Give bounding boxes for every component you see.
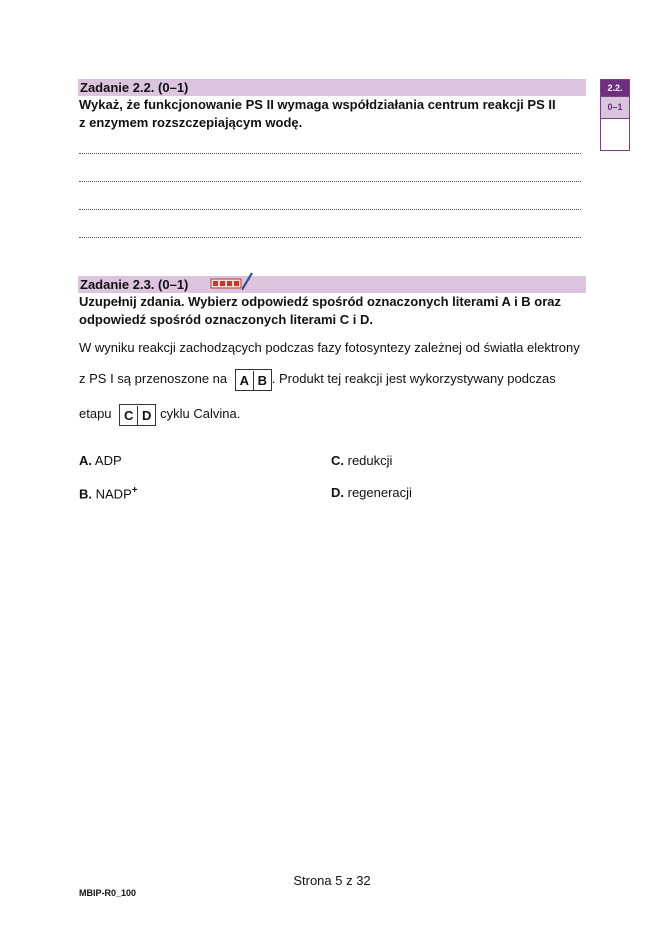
task-header-2-3-label: Zadanie 2.3. (0–1) xyxy=(80,277,189,292)
option-b-letter: B. xyxy=(79,486,92,502)
sentence-2 xyxy=(79,368,556,391)
sentence-3-after: cyklu Calvina. xyxy=(160,406,241,421)
choice-a[interactable]: A xyxy=(239,372,249,388)
choice-b[interactable]: B xyxy=(253,371,271,391)
option-a-letter: A. xyxy=(79,453,92,468)
option-d-text: regeneracji xyxy=(347,485,412,500)
choice-c[interactable]: C xyxy=(123,407,134,423)
score-range: 0–1 xyxy=(601,96,629,118)
option-b-text: NADP xyxy=(95,486,132,502)
option-d[interactable] xyxy=(331,485,412,500)
task-question-2-2-line2: z enzymem rozszczepiającym wodę. xyxy=(79,115,303,130)
sentence-2-before: z PS I są przenoszone na xyxy=(79,371,228,386)
sentence-1: W wyniku reakcji zachodzących podczas fazy fotosyntezy zależnej od światła elektrony xyxy=(79,340,580,355)
score-box-2-2 xyxy=(600,79,630,151)
task-instruction-2-3-line2: odpowiedź spośród oznaczonych literami C i D. xyxy=(79,312,373,327)
answer-line-4[interactable] xyxy=(79,237,581,238)
task-header-2-2: Zadanie 2.2. (0–1) xyxy=(78,79,586,96)
option-d-letter: D. xyxy=(331,485,344,500)
task-header-2-3 xyxy=(78,276,586,293)
task-question-2-2-line1: Wykaż, że funkcjonowanie PS II wymaga współdziałania centrum reakcji PS II xyxy=(79,97,556,112)
option-b-sup: + xyxy=(131,485,138,496)
option-b[interactable] xyxy=(79,485,138,501)
choice-d[interactable]: D xyxy=(137,406,155,426)
option-a-text: ADP xyxy=(94,453,122,468)
sentence-3-before: etapu xyxy=(79,406,112,421)
option-c-letter: C. xyxy=(331,453,344,468)
answer-line-2[interactable] xyxy=(79,181,581,182)
answer-line-3[interactable] xyxy=(79,209,581,210)
option-c-text: redukcji xyxy=(347,453,393,468)
sentence-2-after: . Produkt tej reakcji jest wykorzystywany podczas xyxy=(271,371,556,386)
pencil-icon xyxy=(210,271,254,293)
exam-code: MBIP-R0_100 xyxy=(79,888,137,898)
task-instruction-2-3-line1: Uzupełnij zdania. Wybierz odpowiedź spośród oznaczonych literami A i B oraz xyxy=(79,294,562,309)
score-number: 2.2. xyxy=(601,80,629,96)
choice-box-cd xyxy=(119,404,156,426)
answer-line-1[interactable] xyxy=(79,153,581,154)
option-c[interactable] xyxy=(331,453,392,468)
choice-box-ab xyxy=(235,369,272,391)
page-number: Strona 5 z 32 xyxy=(293,873,371,888)
score-field[interactable] xyxy=(601,118,629,152)
option-a[interactable] xyxy=(79,453,122,468)
sentence-3 xyxy=(79,403,240,426)
